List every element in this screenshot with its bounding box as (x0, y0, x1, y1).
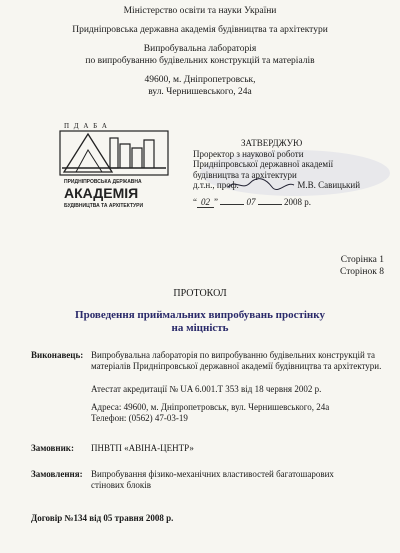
logo-big-text: АКАДЕМІЯ (64, 185, 139, 201)
executor-label: Виконавець: (31, 350, 84, 360)
approval-signer: М.В. Савицький (297, 180, 361, 190)
signature (226, 177, 296, 191)
contract-line: Договір №134 від 05 травня 2008 р. (31, 513, 174, 523)
approval-line-3: будівництва та архітектури (193, 169, 297, 180)
logo-sub-text: БУДІВНИЦТВА ТА АРХІТЕКТУРИ (64, 203, 144, 209)
page-number: Сторінка 1 (340, 255, 384, 265)
logo-letters: П Д А Б А (64, 122, 109, 130)
page-total: Сторінок 8 (340, 267, 384, 277)
approval-degree: д.т.н., проф. (193, 180, 239, 190)
executor-text: Випробувальна лабораторія по випробуванню будівельних конструкцій та матеріалів Придніпровської державної академії будівництва та архітектури. (91, 350, 382, 371)
academy-line: Придніпровська державна академія будівництва та архітектури (72, 25, 328, 35)
ministry-line: Міністерство освіти та науки України (123, 6, 277, 16)
lab-line: Випробувальна лабораторія (143, 44, 257, 54)
order-text: Випробування фізико-механічних властивостей багатошарових стінових блоків (91, 469, 334, 490)
approval-title: ЗАТВЕРДЖУЮ (241, 138, 303, 148)
approval-date: “ 02 ” 07 2008 р. (193, 196, 311, 207)
lab-desc-line: по випробуванню будівельних конструкцій та матеріалів (85, 56, 315, 66)
customer-label: Замовник: (31, 443, 74, 453)
date-day: 02 (197, 197, 214, 208)
order-label: Замовлення: (31, 469, 83, 479)
executor-attest: Атестат акредитації № UA 6.001.Т 353 від 18 червня 2002 р. (91, 384, 322, 394)
approval-line-2: Придніпровської державної академії (193, 159, 334, 169)
executor-address: Адреса: 49600, м. Дніпропетровськ, вул. Чернишевського, 24а (91, 402, 330, 412)
academy-logo (58, 120, 178, 216)
date-month: 07 (246, 196, 256, 207)
logo-small-text: ПРИДНІПРОВСЬКА ДЕРЖАВНА (64, 179, 142, 185)
executor-phone: Телефон: (0562) 47-03-19 (91, 413, 188, 423)
date-year: 2008 р. (284, 196, 311, 207)
approval-line-1: Проректор з наукової роботи (193, 148, 304, 159)
document-title (0, 309, 400, 335)
title-line-1: Проведення приймальних випробувань простінку (75, 309, 325, 321)
title-line-2: на міцність (171, 322, 229, 334)
city-line: 49600, м. Дніпропетровськ, (144, 75, 256, 85)
approval-block (193, 138, 393, 207)
street-line: вул. Чернишевського, 24а (148, 87, 252, 97)
customer-text: ПНВТП «АВІНА-ЦЕНТР» (91, 443, 194, 453)
protocol-heading: ПРОТОКОЛ (173, 288, 227, 299)
